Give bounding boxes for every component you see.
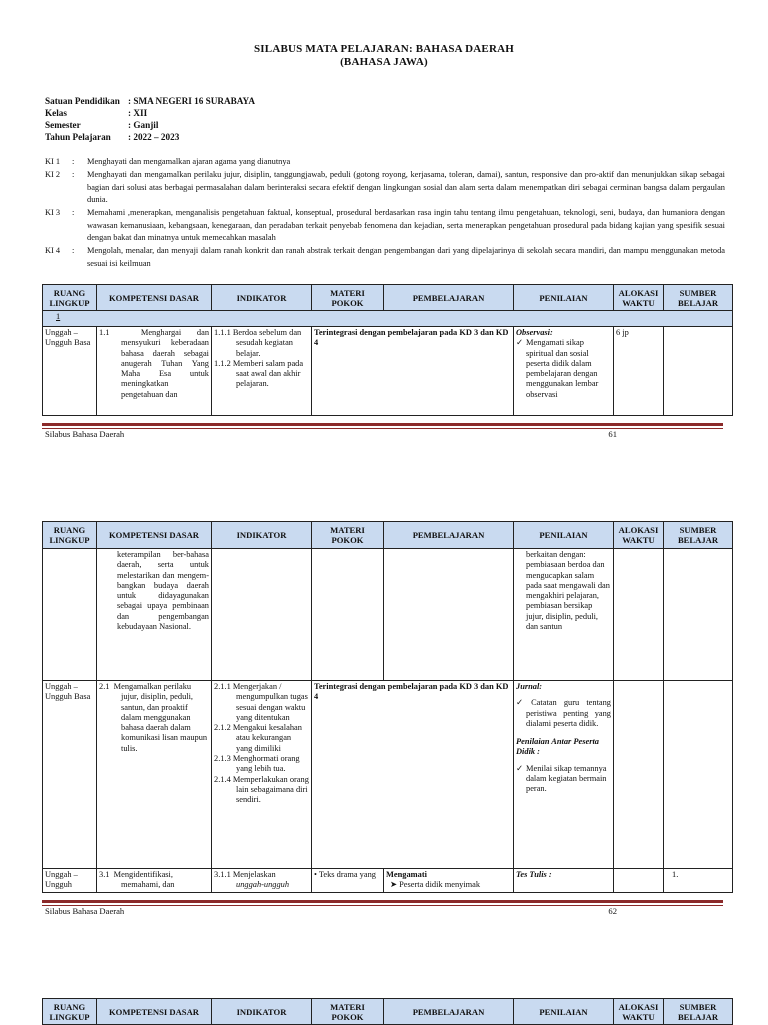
cell-kd: 2.1 Mengamalkan perilaku jujur, disiplin, peduli, santun, dan proaktif dalam menggunakan bahasa daerah dalam komunikasi lisan maupun tulis. (97, 681, 212, 869)
col-materi-pokok: MATERI POKOK (312, 522, 384, 549)
col-indikator: INDIKATOR (212, 999, 312, 1025)
col-sumber-belajar: SUMBER BELAJAR (664, 522, 733, 549)
cell-materi: Terintegrasi dengan pembelajaran pada KD 3 dan KD 4 (312, 681, 514, 869)
info-row: Kelas : XII (45, 108, 148, 118)
col-ruang-lingkup: RUANG LINGKUP (43, 999, 97, 1025)
footer-rule (42, 900, 723, 903)
cell-indikator: 1.1.1 Berdoa sebelum dan sesudah kegiatan belajar. 1.1.2 Memberi salam pada saat awal dan akhir pelajaran. (212, 327, 312, 416)
section-number: 1 (43, 311, 733, 327)
col-sumber-belajar: SUMBER BELAJAR (664, 285, 733, 311)
syllabus-subtitle: (BAHASA JAWA) (340, 56, 428, 68)
table-row (43, 681, 733, 869)
ki-item: KI 3 : Memahami ,menerapkan, menganalisis pengetahuan faktual, konseptual, prosedural berdasarkan rasa ingin tahu tentang ilmu pengetahuan, teknologi, seni, budaya, dan humaniora dengan wawasan kemanusiaan, kebangsaan, kenegaraan, dan peradaban terkait penyebab fenomena dan kejadian, serta menerapkan pengetahuan prosedural pada bidang kajian yang spesifik sesuai dengan bakat dan minatnya untuk memecahkan masalah (45, 208, 725, 243)
syllabus-table-page-63 (42, 998, 733, 1025)
cell-sumber (664, 327, 733, 416)
cell-lingkup: Unggah – Ungguh (43, 869, 97, 893)
footer-rule (42, 423, 723, 426)
syllabus-table-page-61 (42, 284, 733, 416)
cell-pembelajaran: Mengamati ➤ Peserta didik menyimak (384, 869, 514, 893)
col-materi-pokok: MATERI POKOK (312, 285, 384, 311)
cell-indikator: 2.1.1 Mengerjakan / mengumpulkan tugas sesuai dengan waktu yang ditentukan 2.1.2 Mengakui kesalahan atau kekurangan yang dimiliki 2.1.3 Menghormati orang yang lebih tua. 2.1.4 Memperlakukan orang lain sebagaimana diri sendiri. (212, 681, 312, 869)
info-row: Semester : Ganjil (45, 120, 159, 130)
cell-materi: • Teks drama yang (312, 869, 384, 893)
page-footer: Silabus Bahasa Daerah 62 (45, 906, 617, 916)
col-kompetensi-dasar: KOMPETENSI DASAR (97, 999, 212, 1025)
col-pembelajaran: PEMBELAJARAN (384, 522, 514, 549)
col-penilaian: PENILAIAN (514, 285, 614, 311)
cell-lingkup: Unggah – Ungguh Basa (43, 681, 97, 869)
info-row: Tahun Pelajaran : 2022 – 2023 (45, 132, 180, 142)
table-row (43, 869, 733, 893)
col-indikator: INDIKATOR (212, 285, 312, 311)
info-row: Satuan Pendidikan : SMA NEGERI 16 SURABAYA (45, 96, 255, 106)
col-alokasi-waktu: ALOKASI WAKTU (614, 285, 664, 311)
col-alokasi-waktu: ALOKASI WAKTU (614, 999, 664, 1025)
cell-alokasi: 6 jp (614, 327, 664, 416)
syllabus-title: SILABUS MATA PELAJARAN: BAHASA DAERAH (253, 43, 515, 55)
page-footer: Silabus Bahasa Daerah 61 (45, 429, 617, 439)
col-kompetensi-dasar: KOMPETENSI DASAR (97, 522, 212, 549)
col-pembelajaran: PEMBELAJARAN (384, 999, 514, 1025)
ki-item: KI 4 : Mengolah, menalar, dan menyaji dalam ranah konkrit dan ranah abstrak terkait dengan pengembangan dari yang dipelajarinya di sekolah secara mandiri, dan mampu menggunakan metoda sesuai isi keilmuan (45, 246, 725, 268)
table-row (43, 327, 733, 416)
col-kompetensi-dasar: KOMPETENSI DASAR (97, 285, 212, 311)
col-penilaian: PENILAIAN (514, 999, 614, 1025)
col-penilaian: PENILAIAN (514, 522, 614, 549)
cell-penilaian: Jurnal: ✓ Catatan guru tentang peristiwa penting yang dialami peserta didik. Penilaian Antar Peserta Didik : ✓ Menilai sikap temannya dalam kegiatan bermain peran. (514, 681, 614, 869)
cell-indikator: 3.1.1 Menjelaskan unggah-ungguh (212, 869, 312, 893)
cell-penilaian: Tes Tulis : (514, 869, 614, 893)
col-ruang-lingkup: RUANG LINGKUP (43, 285, 97, 311)
col-sumber-belajar: SUMBER BELAJAR (664, 999, 733, 1025)
cell-kd: keterampilan ber-bahasa daerah, serta untuk melestarikan dan mengem-bangkan budaya daerah untuk didayagunakan sebagai upaya pembinaan dan pengembangan kebudayaan Nasional. (97, 549, 212, 681)
table-row (43, 549, 733, 681)
cell-penilaian: Observasi: ✓ Mengamati sikap spiritual dan sosial peserta didik dalam pembelajaran dengan menggunakan lembar observasi (514, 327, 614, 416)
cell-kd: 1.1 Menghargai dan mensyukuri keberadaan bahasa daerah sebagai anugerah Tuhan Yang Maha Esa untuk meningkatkan pengetahuan dan (97, 327, 212, 416)
col-pembelajaran: PEMBELAJARAN (384, 285, 514, 311)
ki-item: KI 1 : Menghayati dan mengamalkan ajaran agama yang dianutnya (45, 157, 291, 166)
cell-materi: Terintegrasi dengan pembelajaran pada KD 3 dan KD 4 (312, 327, 514, 416)
cell-penilaian: berkaitan dengan: pembiasaan berdoa dan mengucapkan salam pada saat mengawali dan mengakhiri pelajaran, pembiasan bersikap jujur, disiplin, peduli, dan santun (514, 549, 614, 681)
cell-lingkup: Unggah – Ungguh Basa (43, 327, 97, 416)
col-indikator: INDIKATOR (212, 522, 312, 549)
col-alokasi-waktu: ALOKASI WAKTU (614, 522, 664, 549)
col-ruang-lingkup: RUANG LINGKUP (43, 522, 97, 549)
cell-sumber: 1. (664, 869, 733, 893)
col-materi-pokok: MATERI POKOK (312, 999, 384, 1025)
syllabus-table-page-62 (42, 521, 733, 893)
ki-item: KI 2 : Menghayati dan mengamalkan perilaku jujur, disiplin, tanggungjawab, peduli (gotong royong, kerjasama, toleran, damai), santun, responsive dan pro-aktif dan menunjukkan sikap sebagai bagian dari solusi atas berbagai permasalahan dalam berinteraksi secara efektif dengan lingkungan sosial dan alam serta dalam menempatkan diri sebagai cerminan bangsa dalam pergaulan dunia. (45, 170, 725, 205)
cell-kd: 3.1 Mengidentifikasi, memahami, dan (97, 869, 212, 893)
